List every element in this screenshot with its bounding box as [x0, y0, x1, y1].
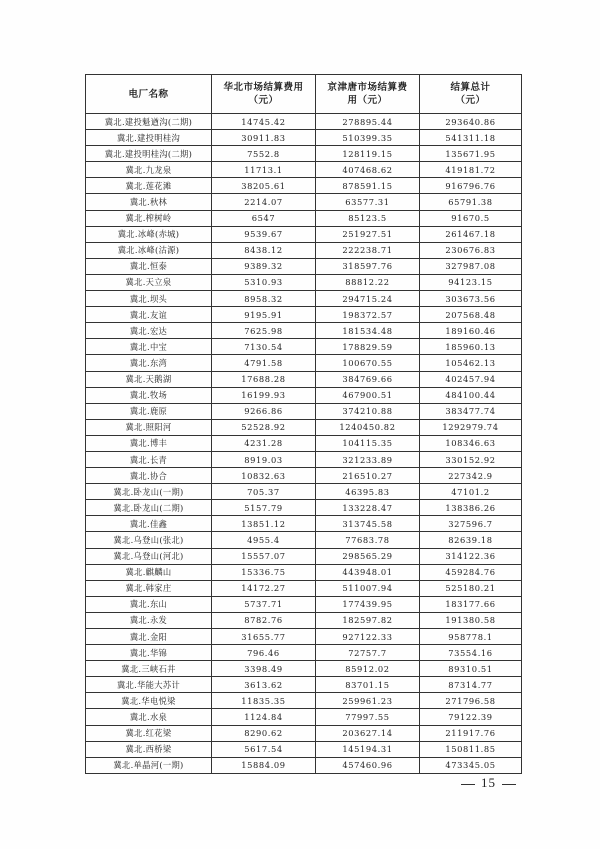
cell-huabei-fee: 31655.77 — [212, 629, 316, 645]
table-row — [86, 661, 522, 677]
cell-jingjintang-fee: 77997.55 — [316, 709, 420, 725]
settlement-table — [85, 74, 522, 774]
table-row — [86, 162, 522, 178]
cell-jingjintang-fee: 278895.44 — [316, 114, 420, 130]
table-row — [86, 532, 522, 548]
cell-huabei-fee: 9539.67 — [212, 226, 316, 242]
table-row — [86, 709, 522, 725]
table-row — [86, 629, 522, 645]
cell-jingjintang-fee: 177439.95 — [316, 596, 420, 612]
table-row — [86, 355, 522, 371]
cell-total: 459284.76 — [420, 564, 522, 580]
cell-total: 402457.94 — [420, 371, 522, 387]
cell-plant-name: 冀北.三峡石井 — [86, 661, 212, 677]
cell-jingjintang-fee: 128119.15 — [316, 146, 420, 162]
cell-plant-name: 冀北.牧场 — [86, 387, 212, 403]
cell-jingjintang-fee: 46395.83 — [316, 484, 420, 500]
cell-total: 1292979.74 — [420, 419, 522, 435]
cell-huabei-fee: 9389.32 — [212, 258, 316, 274]
cell-jingjintang-fee: 203627.14 — [316, 725, 420, 741]
cell-huabei-fee: 3613.62 — [212, 677, 316, 693]
cell-total: 327987.08 — [420, 258, 522, 274]
cell-plant-name: 冀北.水泉 — [86, 709, 212, 725]
cell-plant-name: 冀北.天鹅湖 — [86, 371, 212, 387]
cell-plant-name: 冀北.坝头 — [86, 291, 212, 307]
cell-plant-name: 冀北.天立泉 — [86, 274, 212, 290]
cell-plant-name: 冀北.单晶河(一期) — [86, 757, 212, 773]
cell-huabei-fee: 14172.27 — [212, 580, 316, 596]
cell-total: 73554.16 — [420, 645, 522, 661]
cell-huabei-fee: 8782.76 — [212, 612, 316, 628]
cell-jingjintang-fee: 178829.59 — [316, 339, 420, 355]
table-row — [86, 645, 522, 661]
cell-total: 958778.1 — [420, 629, 522, 645]
cell-total: 303673.56 — [420, 291, 522, 307]
cell-total: 135671.95 — [420, 146, 522, 162]
cell-plant-name: 冀北.华锦 — [86, 645, 212, 661]
dash-right — [502, 784, 516, 785]
table-row — [86, 291, 522, 307]
page-number: 15 — [455, 775, 522, 791]
cell-huabei-fee: 8290.62 — [212, 725, 316, 741]
cell-total: 150811.85 — [420, 741, 522, 757]
table-row — [86, 500, 522, 516]
cell-huabei-fee: 8438.12 — [212, 242, 316, 258]
cell-total: 230676.83 — [420, 242, 522, 258]
cell-jingjintang-fee: 145194.31 — [316, 741, 420, 757]
cell-total: 82639.18 — [420, 532, 522, 548]
cell-huabei-fee: 10832.63 — [212, 468, 316, 484]
table-row — [86, 757, 522, 773]
cell-plant-name: 冀北.西桥梁 — [86, 741, 212, 757]
cell-huabei-fee: 2214.07 — [212, 194, 316, 210]
cell-total: 89310.51 — [420, 661, 522, 677]
cell-total: 207568.48 — [420, 307, 522, 323]
table-row — [86, 741, 522, 757]
cell-jingjintang-fee: 374210.88 — [316, 403, 420, 419]
cell-huabei-fee: 1124.84 — [212, 709, 316, 725]
cell-jingjintang-fee: 198372.57 — [316, 307, 420, 323]
cell-plant-name: 冀北.榨树岭 — [86, 210, 212, 226]
cell-huabei-fee: 705.37 — [212, 484, 316, 500]
cell-jingjintang-fee: 88812.22 — [316, 274, 420, 290]
table-row — [86, 146, 522, 162]
cell-huabei-fee: 15884.09 — [212, 757, 316, 773]
table-row — [86, 178, 522, 194]
header-jingjintang-fee: 京津唐市场结算费 用（元） — [316, 75, 420, 114]
cell-plant-name: 冀北.永发 — [86, 612, 212, 628]
cell-total: 541311.18 — [420, 130, 522, 146]
cell-plant-name: 冀北.乌登山(河北) — [86, 548, 212, 564]
cell-total: 484100.44 — [420, 387, 522, 403]
cell-jingjintang-fee: 222238.71 — [316, 242, 420, 258]
cell-huabei-fee: 15336.75 — [212, 564, 316, 580]
table-row — [86, 468, 522, 484]
cell-huabei-fee: 6547 — [212, 210, 316, 226]
cell-huabei-fee: 52528.92 — [212, 419, 316, 435]
cell-total: 91670.5 — [420, 210, 522, 226]
cell-huabei-fee: 8919.03 — [212, 451, 316, 467]
cell-total: 183177.66 — [420, 596, 522, 612]
cell-huabei-fee: 4955.4 — [212, 532, 316, 548]
table-row — [86, 114, 522, 130]
cell-jingjintang-fee: 104115.35 — [316, 435, 420, 451]
cell-total: 525180.21 — [420, 580, 522, 596]
header-total: 结算总计 （元） — [420, 75, 522, 114]
cell-huabei-fee: 5157.79 — [212, 500, 316, 516]
cell-total: 293640.86 — [420, 114, 522, 130]
table-row — [86, 242, 522, 258]
table-header-row — [86, 75, 522, 114]
cell-plant-name: 冀北.韩家庄 — [86, 580, 212, 596]
cell-huabei-fee: 9266.86 — [212, 403, 316, 419]
cell-jingjintang-fee: 181534.48 — [316, 323, 420, 339]
cell-total: 108346.63 — [420, 435, 522, 451]
cell-plant-name: 冀北.长青 — [86, 451, 212, 467]
cell-huabei-fee: 4791.58 — [212, 355, 316, 371]
table-row — [86, 484, 522, 500]
table-row — [86, 323, 522, 339]
cell-jingjintang-fee: 318597.76 — [316, 258, 420, 274]
cell-total: 79122.39 — [420, 709, 522, 725]
table-row — [86, 339, 522, 355]
cell-total: 327596.7 — [420, 516, 522, 532]
table-row — [86, 387, 522, 403]
table-body — [86, 114, 522, 774]
cell-huabei-fee: 3398.49 — [212, 661, 316, 677]
cell-huabei-fee: 5617.54 — [212, 741, 316, 757]
table-row — [86, 371, 522, 387]
cell-jingjintang-fee: 133228.47 — [316, 500, 420, 516]
cell-total: 330152.92 — [420, 451, 522, 467]
cell-plant-name: 冀北.乌登山(张北) — [86, 532, 212, 548]
cell-total: 419181.72 — [420, 162, 522, 178]
cell-plant-name: 冀北.卧龙山(一期) — [86, 484, 212, 500]
cell-plant-name: 冀北.建投魁遒沟(二期) — [86, 114, 212, 130]
cell-huabei-fee: 16199.93 — [212, 387, 316, 403]
cell-jingjintang-fee: 77683.78 — [316, 532, 420, 548]
cell-huabei-fee: 17688.28 — [212, 371, 316, 387]
cell-jingjintang-fee: 182597.82 — [316, 612, 420, 628]
table-row — [86, 403, 522, 419]
cell-huabei-fee: 7625.98 — [212, 323, 316, 339]
table-row — [86, 258, 522, 274]
header-plant-name: 电厂名称 — [86, 75, 212, 114]
cell-total: 189160.46 — [420, 323, 522, 339]
cell-plant-name: 冀北.冰峰(赤城) — [86, 226, 212, 242]
cell-jingjintang-fee: 259961.23 — [316, 693, 420, 709]
table-row — [86, 451, 522, 467]
cell-total: 211917.76 — [420, 725, 522, 741]
table-row — [86, 548, 522, 564]
table-row — [86, 596, 522, 612]
cell-jingjintang-fee: 294715.24 — [316, 291, 420, 307]
cell-jingjintang-fee: 321233.89 — [316, 451, 420, 467]
dash-left — [461, 784, 475, 785]
cell-plant-name: 冀北.冰峰(沽源) — [86, 242, 212, 258]
cell-total: 138386.26 — [420, 500, 522, 516]
cell-plant-name: 冀北.宏达 — [86, 323, 212, 339]
cell-plant-name: 冀北.秋林 — [86, 194, 212, 210]
cell-total: 105462.13 — [420, 355, 522, 371]
cell-jingjintang-fee: 63577.31 — [316, 194, 420, 210]
cell-jingjintang-fee: 72757.7 — [316, 645, 420, 661]
cell-plant-name: 冀北.莲花滩 — [86, 178, 212, 194]
cell-jingjintang-fee: 85912.02 — [316, 661, 420, 677]
cell-plant-name: 冀北.照阳河 — [86, 419, 212, 435]
table-row — [86, 307, 522, 323]
table-row — [86, 419, 522, 435]
cell-plant-name: 冀北.红花梁 — [86, 725, 212, 741]
cell-plant-name: 冀北.友谊 — [86, 307, 212, 323]
cell-jingjintang-fee: 216510.27 — [316, 468, 420, 484]
cell-huabei-fee: 14745.42 — [212, 114, 316, 130]
cell-total: 383477.74 — [420, 403, 522, 419]
cell-plant-name: 冀北.金阳 — [86, 629, 212, 645]
cell-jingjintang-fee: 251927.51 — [316, 226, 420, 242]
cell-total: 271796.58 — [420, 693, 522, 709]
cell-jingjintang-fee: 443948.01 — [316, 564, 420, 580]
cell-jingjintang-fee: 313745.58 — [316, 516, 420, 532]
cell-huabei-fee: 11713.1 — [212, 162, 316, 178]
cell-plant-name: 冀北.建投明桂沟(二期) — [86, 146, 212, 162]
cell-total: 87314.77 — [420, 677, 522, 693]
cell-total: 65791.38 — [420, 194, 522, 210]
cell-plant-name: 冀北.东湾 — [86, 355, 212, 371]
cell-plant-name: 冀北.九龙泉 — [86, 162, 212, 178]
table-row — [86, 130, 522, 146]
cell-plant-name: 冀北.鹿原 — [86, 403, 212, 419]
cell-jingjintang-fee: 457460.96 — [316, 757, 420, 773]
cell-jingjintang-fee: 83701.15 — [316, 677, 420, 693]
header-huabei-fee: 华北市场结算费用 （元） — [212, 75, 316, 114]
cell-huabei-fee: 5737.71 — [212, 596, 316, 612]
cell-huabei-fee: 38205.61 — [212, 178, 316, 194]
table-row — [86, 725, 522, 741]
table-row — [86, 693, 522, 709]
cell-total: 47101.2 — [420, 484, 522, 500]
cell-plant-name: 冀北.建投明桂沟 — [86, 130, 212, 146]
cell-total: 227342.9 — [420, 468, 522, 484]
cell-plant-name: 冀北.中宝 — [86, 339, 212, 355]
cell-plant-name: 冀北.卧龙山(二期) — [86, 500, 212, 516]
cell-jingjintang-fee: 85123.5 — [316, 210, 420, 226]
table-row — [86, 580, 522, 596]
table-row — [86, 677, 522, 693]
cell-huabei-fee: 4231.28 — [212, 435, 316, 451]
cell-total: 261467.18 — [420, 226, 522, 242]
cell-jingjintang-fee: 384769.66 — [316, 371, 420, 387]
cell-huabei-fee: 796.46 — [212, 645, 316, 661]
cell-plant-name: 冀北.佳鑫 — [86, 516, 212, 532]
cell-total: 191380.58 — [420, 612, 522, 628]
cell-huabei-fee: 13851.12 — [212, 516, 316, 532]
cell-total: 185960.13 — [420, 339, 522, 355]
cell-huabei-fee: 11835.35 — [212, 693, 316, 709]
cell-jingjintang-fee: 467900.51 — [316, 387, 420, 403]
table-row — [86, 194, 522, 210]
cell-plant-name: 冀北.东山 — [86, 596, 212, 612]
cell-jingjintang-fee: 878591.15 — [316, 178, 420, 194]
cell-plant-name: 冀北.华电悦梁 — [86, 693, 212, 709]
cell-jingjintang-fee: 927122.33 — [316, 629, 420, 645]
table-row — [86, 210, 522, 226]
cell-huabei-fee: 15557.07 — [212, 548, 316, 564]
cell-jingjintang-fee: 510399.35 — [316, 130, 420, 146]
cell-huabei-fee: 30911.83 — [212, 130, 316, 146]
cell-total: 314122.36 — [420, 548, 522, 564]
cell-huabei-fee: 9195.91 — [212, 307, 316, 323]
cell-total: 94123.15 — [420, 274, 522, 290]
cell-huabei-fee: 5310.93 — [212, 274, 316, 290]
cell-plant-name: 冀北.协合 — [86, 468, 212, 484]
cell-plant-name: 冀北.华能大苏计 — [86, 677, 212, 693]
table-row — [86, 435, 522, 451]
table-row — [86, 274, 522, 290]
cell-plant-name: 冀北.恒泰 — [86, 258, 212, 274]
table-row — [86, 226, 522, 242]
cell-jingjintang-fee: 511007.94 — [316, 580, 420, 596]
table-row — [86, 516, 522, 532]
cell-jingjintang-fee: 407468.62 — [316, 162, 420, 178]
cell-jingjintang-fee: 298565.29 — [316, 548, 420, 564]
cell-huabei-fee: 7130.54 — [212, 339, 316, 355]
cell-plant-name: 冀北.麒麟山 — [86, 564, 212, 580]
cell-jingjintang-fee: 1240450.82 — [316, 419, 420, 435]
table-row — [86, 612, 522, 628]
cell-total: 473345.05 — [420, 757, 522, 773]
cell-jingjintang-fee: 100670.55 — [316, 355, 420, 371]
cell-huabei-fee: 7552.8 — [212, 146, 316, 162]
table-row — [86, 564, 522, 580]
cell-total: 916796.76 — [420, 178, 522, 194]
cell-plant-name: 冀北.博丰 — [86, 435, 212, 451]
cell-huabei-fee: 8958.32 — [212, 291, 316, 307]
